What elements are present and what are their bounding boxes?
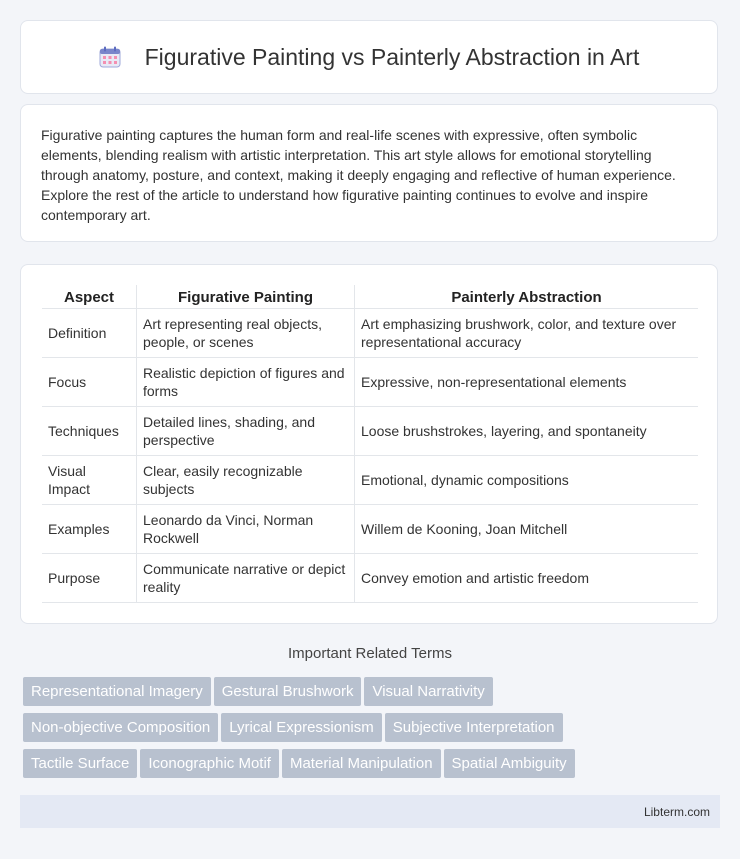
table-row: [42, 554, 698, 603]
table-row: [42, 309, 698, 358]
table-row: [42, 358, 698, 407]
cell-figurative: Realistic depiction of figures and forms: [137, 358, 355, 407]
cell-abstraction: Emotional, dynamic compositions: [355, 456, 699, 505]
comparison-table: [42, 285, 698, 603]
related-term-tag[interactable]: Representational Imagery: [23, 677, 211, 706]
related-term-tag[interactable]: Subjective Interpretation: [385, 713, 563, 742]
calendar-icon: [99, 46, 121, 68]
related-terms-title: Important Related Terms: [288, 645, 452, 662]
related-terms-list: [23, 677, 723, 785]
related-term-tag[interactable]: Material Manipulation: [282, 749, 441, 778]
intro-card: [20, 104, 718, 242]
cell-figurative: Clear, easily recognizable subjects: [137, 456, 355, 505]
cell-abstraction: Loose brushstrokes, layering, and spontaneity: [355, 407, 699, 456]
table-header-row: [42, 285, 698, 309]
header-aspect: Aspect: [42, 285, 137, 309]
cell-abstraction: Willem de Kooning, Joan Mitchell: [355, 505, 699, 554]
related-term-tag[interactable]: Lyrical Expressionism: [221, 713, 382, 742]
cell-figurative: Leonardo da Vinci, Norman Rockwell: [137, 505, 355, 554]
cell-aspect: Focus: [42, 358, 137, 407]
comparison-card: [20, 264, 718, 624]
cell-aspect: Examples: [42, 505, 137, 554]
header-abstraction: Painterly Abstraction: [355, 285, 699, 309]
related-term-tag[interactable]: Visual Narrativity: [364, 677, 492, 706]
cell-figurative: Art representing real objects, people, or scenes: [137, 309, 355, 358]
cell-aspect: Techniques: [42, 407, 137, 456]
page-title: Figurative Painting vs Painterly Abstraction in Art: [144, 43, 640, 70]
related-term-tag[interactable]: Spatial Ambiguity: [444, 749, 575, 778]
cell-abstraction: Expressive, non-representational elements: [355, 358, 699, 407]
cell-aspect: Purpose: [42, 554, 137, 603]
cell-figurative: Communicate narrative or depict reality: [137, 554, 355, 603]
table-row: [42, 456, 698, 505]
related-term-tag[interactable]: Gestural Brushwork: [214, 677, 362, 706]
footer: [20, 795, 720, 828]
related-term-tag[interactable]: Iconographic Motif: [140, 749, 279, 778]
cell-abstraction: Art emphasizing brushwork, color, and texture over representational accuracy: [355, 309, 699, 358]
header-figurative: Figurative Painting: [137, 285, 355, 309]
cell-aspect: Definition: [42, 309, 137, 358]
table-row: [42, 505, 698, 554]
footer-site-link[interactable]: Libterm.com: [643, 805, 710, 819]
cell-abstraction: Convey emotion and artistic freedom: [355, 554, 699, 603]
intro-text: Figurative painting captures the human form and real-life scenes with expressive, often symbolic elements, blending realism with artistic interpretation. This art style allows for emotional storytelling through anatomy, posture, and context, making it deeply engaging and reflective of human experience. Explore the rest of the article to understand how figurative painting continues to evolve and inspire contemporary art.: [41, 127, 676, 223]
cell-figurative: Detailed lines, shading, and perspective: [137, 407, 355, 456]
title-card: [20, 20, 718, 94]
related-term-tag[interactable]: Tactile Surface: [23, 749, 137, 778]
cell-aspect: Visual Impact: [42, 456, 137, 505]
table-row: [42, 407, 698, 456]
related-term-tag[interactable]: Non-objective Composition: [23, 713, 218, 742]
